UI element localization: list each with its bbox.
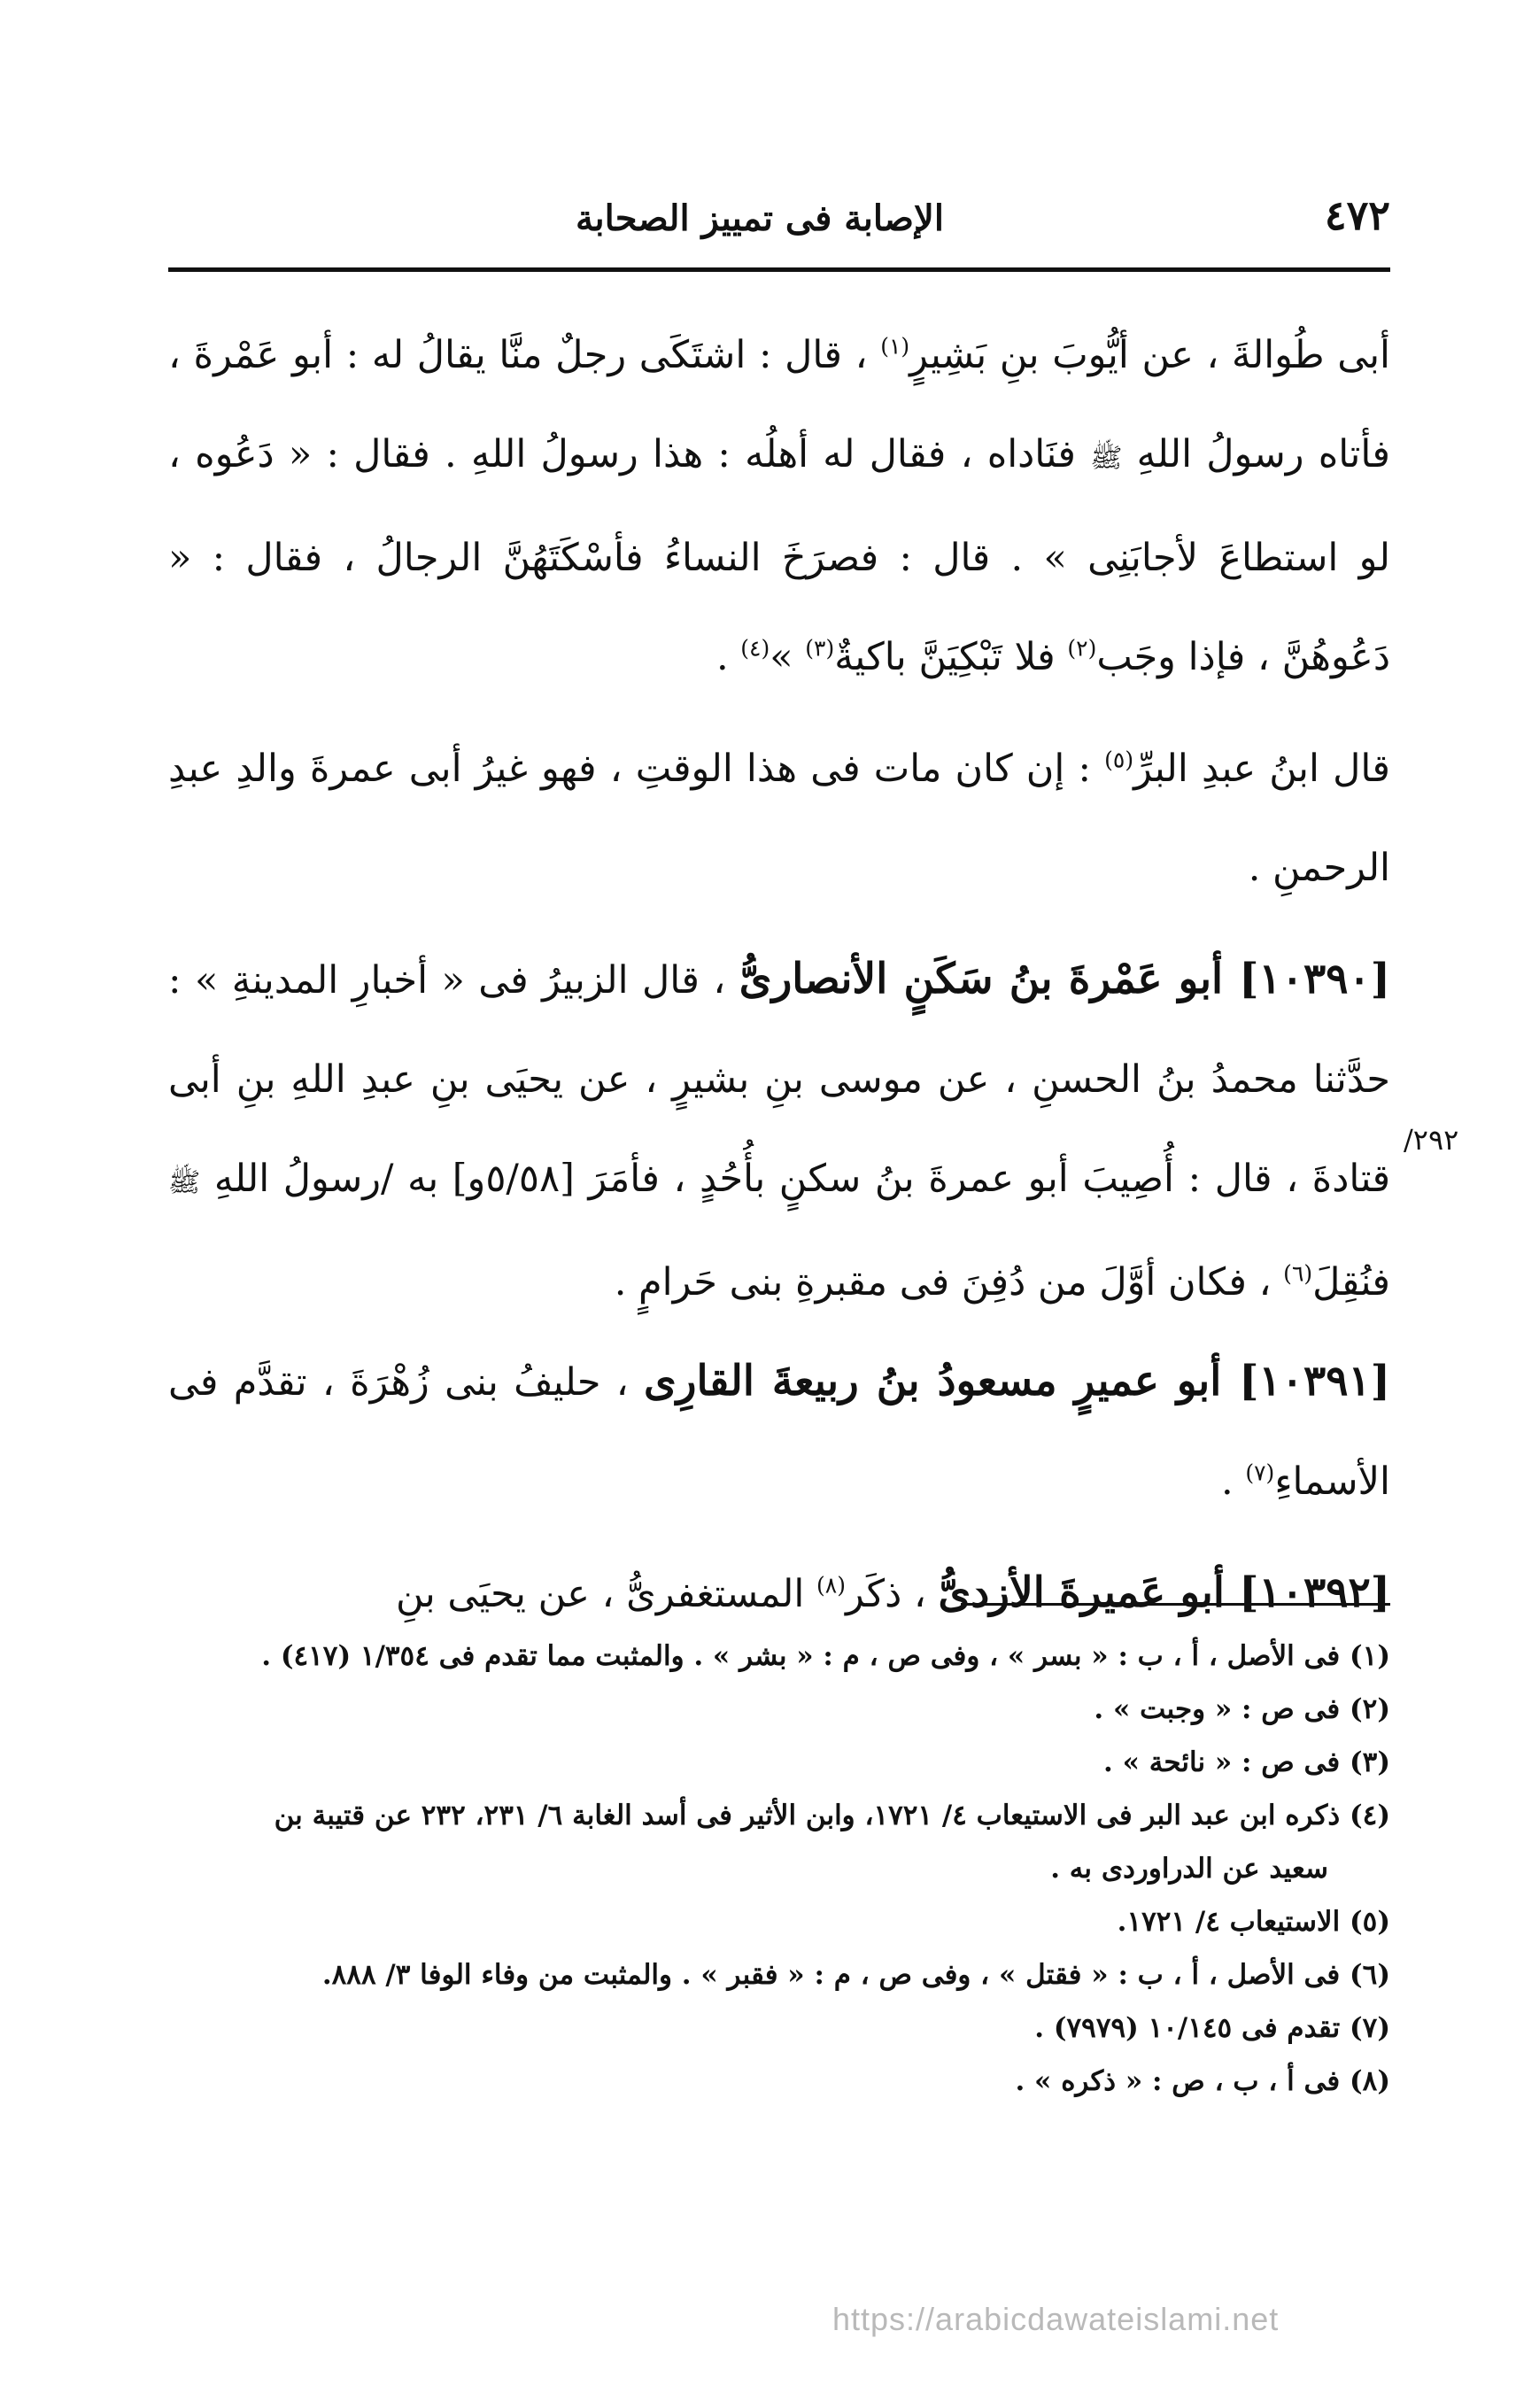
text-run: ، فكان أوَّلَ من دُفِنَ فى مقبرةِ بنى حَرامٍ .: [614, 1260, 1284, 1305]
footnote-rule: [961, 1603, 1390, 1606]
footnote-ref: (٨): [816, 1572, 846, 1599]
paragraph: [168, 719, 1390, 918]
footnote-ref: (٧): [1245, 1460, 1275, 1486]
footnote-continuation: سعيد عن الدراوردى به .: [1050, 1853, 1328, 1885]
footnote: (٥) الاستيعاب ٤/ ١٧٢١.: [1117, 1906, 1390, 1938]
running-title: الإصابة فى تمييز الصحابة: [576, 197, 944, 239]
paragraph: [168, 306, 1390, 707]
page-header: [168, 177, 1390, 239]
footnote: (٧) تقدم فى ١٠/١٤٥ (٧٩٧٩) .: [1034, 2012, 1390, 2044]
text-run: ، قال الزبيرُ فى « أخبارِ المدينةِ » : حدَّثنا محمدُ بنُ الحسنِ ، عن موسى بنِ بشيرٍ ، عن يحيَى بنِ عبدِ اللهِ بنِ أبى قتادةَ ، قال : أُصِيبَ أبو عمرةَ بنُ سكنٍ بأُحُدٍ ، فأمَرَ [٥/٥٨و] به /رسولُ اللهِ: [168, 958, 1390, 1201]
footnote-ref: (٣): [805, 635, 835, 662]
footnote: (٣) فى ص : « نائحة » .: [1103, 1746, 1390, 1778]
footnote-ref: (٤): [740, 635, 770, 662]
footnote-ref: (٦): [1283, 1260, 1313, 1287]
text-run: .: [715, 635, 741, 679]
text-run: : إن كان مات فى هذا الوقتِ ، فهو غيرُ أبى عمرةَ والدِ عبدِ الرحمنِ .: [168, 747, 1390, 890]
footnote-ref: (١): [880, 333, 910, 360]
text-run: فنَاداه ، فقال له أهلُه : هذا رسولُ اللهِ . فقال : « دَعُوه ، لو استطاعَ لأجابَنِى » . قال : فصرَخَ النساءُ فأسْكَتَهُنَّ الرجالُ ، فقال : « دَعُوهُنَّ ، فإذا وجَب: [168, 432, 1390, 679]
footnote: (٤) ذكره ابن عبد البر فى الاستيعاب ٤/ ١٧٢١، وابن الأثير فى أسد الغابة ٦/ ٢٣١، ٢٣٢ عن قتيبة بن: [274, 1800, 1390, 1831]
text-run: فنُقِلَ: [1312, 1260, 1390, 1305]
header-rule: [168, 267, 1390, 272]
entry-heading: [١٠٣٩١] أبو عميرٍ مسعودُ بنُ ربيعةَ القارِى: [643, 1357, 1391, 1405]
entry-10390: [168, 930, 1390, 1332]
text-run: قال ابنُ عبدِ البرِّ: [1133, 747, 1390, 791]
text-run: فلا تَبْكِيَنَّ باكيةٌ: [834, 635, 1068, 679]
text-run: ، ذكَر: [845, 1572, 926, 1616]
footnotes: [168, 1630, 1390, 2108]
text-run: أبى طُوالةَ ، عن أيُّوبَ بنِ بَشِيرٍ: [909, 333, 1390, 377]
footnote: (٦) فى الأصل ، أ ، ب : « فقتل » ، وفى ص ، م : « فقبر » . والمثبت من وفاء الوفا ٣/ ٨٨٨.: [321, 1959, 1390, 1991]
entry-heading: [١٠٣٩٠] أبو عَمْرةَ بنُ سَكَنٍ الأنصارىُّ: [739, 955, 1390, 1003]
entry-10391: [168, 1332, 1390, 1531]
text-run: ، حليفُ بنى زُهْرَةَ ، تقدَّم فى الأسماءِ: [168, 1360, 1390, 1504]
page-number: ٤٧٢: [1324, 191, 1390, 239]
main-text: [168, 306, 1390, 1644]
watermark-url: https://arabicdawateislami.net: [832, 2301, 1280, 2337]
text-run: »: [770, 635, 806, 679]
footnote-ref: (٥): [1104, 747, 1134, 773]
entry-heading: [١٠٣٩٢] أبو عَميرةَ الأزدىُّ: [938, 1568, 1390, 1617]
footnote: (١) فى الأصل ، أ ، ب : « بسر » ، وفى ص ، م : « بشر » . والمثبت مما تقدم فى ١/٣٥٤ (٤١٧) .: [261, 1640, 1390, 1672]
text-run: .: [1221, 1460, 1246, 1504]
footnote: (٨) فى أ ، ب ، ص : « ذكره » .: [1015, 2065, 1390, 2097]
text-run: ، قال : اشتَكَى رجلٌ منَّا يقالُ له : أبو عَمْرةَ ، فأتاه رسولُ اللهِ: [168, 333, 1390, 476]
footnote-ref: (٢): [1067, 635, 1097, 662]
honorific-glyph: ﷺ: [1090, 443, 1123, 474]
margin-page-reference: /٢٩٢: [1404, 1123, 1459, 1157]
text-run: المستغفرىُّ ، عن يحيَى بنِ: [396, 1572, 816, 1616]
honorific-glyph: ﷺ: [168, 1167, 201, 1198]
footnote: (٢) فى ص : « وجبت » .: [1094, 1693, 1390, 1725]
